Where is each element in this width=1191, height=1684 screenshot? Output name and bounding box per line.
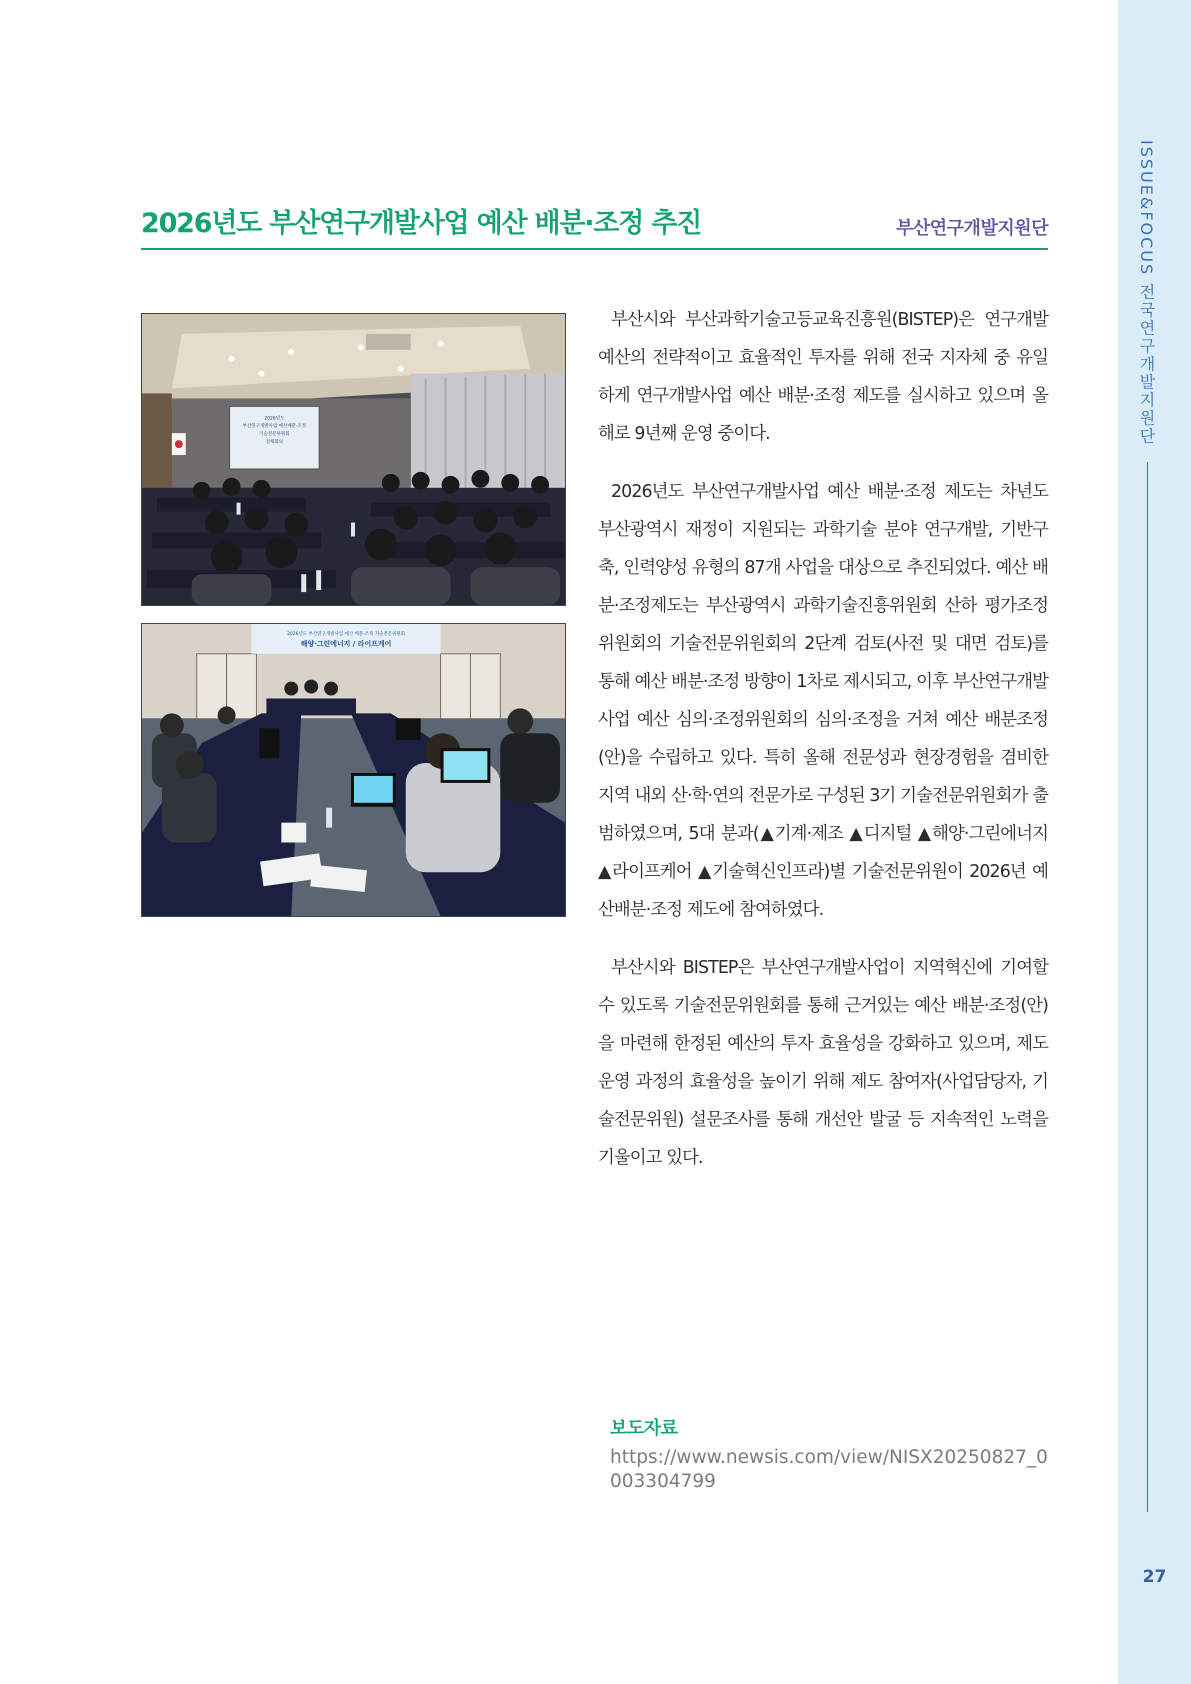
organization-name: 부산연구개발지원단 xyxy=(896,218,1048,239)
meeting-photo-2 xyxy=(141,623,566,917)
article-body xyxy=(598,301,1048,1197)
meeting-photo-1 xyxy=(141,313,566,606)
title-rule xyxy=(141,248,1048,250)
article-paragraph-1: 부산시와 부산과학기술고등교육진흥원(BISTEP)은 연구개발 예산의 전략적이고 효율적인 투자를 위해 전국 지자체 중 유일하게 연구개발사업 예산 배분·조정 제도를 실시하고 있으며 올해로 9년째 운영 중이다. xyxy=(598,310,1048,444)
press-release-label: 보도자료 xyxy=(610,1418,678,1439)
article-title: 2026년도 부산연구개발사업 예산 배분·조정 추진 xyxy=(141,208,702,239)
banner-line-1: 2026년도 부산연구개발사업 예산 배분·조정 기술전문위원회 xyxy=(287,631,405,637)
press-release-link[interactable]: https://www.newsis.com/view/NISX20250827_0003304799 xyxy=(610,1447,1048,1492)
section-label: ISSUE&FOCUS 전국연구개발지원단 xyxy=(1137,140,1156,446)
screen-line-2: 부산연구개발사업 예산배분·조정 xyxy=(242,424,307,430)
article-paragraph-3: 부산시와 BISTEP은 부산연구개발사업이 지역혁신에 기여할 수 있도록 기술전문위원회를 통해 근거있는 예산 배분·조정(안)을 마련해 한정된 예산의 투자 효율성을 강화하고 있으며, 제도 운영 과정의 효율성을 높이기 위해 제도 참여자(사업담당자, 기술전문위원) 설문조사를 통해 개선안 발굴 등 지속적인 노력을 기울이고 있다. xyxy=(598,958,1048,1168)
banner-line-2: 해양·그린에너지 / 라이프케어 xyxy=(300,639,392,648)
page-number: 27 xyxy=(1142,1567,1167,1587)
screen-line-3: 기술전문위원회 xyxy=(259,432,290,438)
screen-line-1: 2026년도 xyxy=(264,416,285,422)
sidebar-divider xyxy=(1147,462,1148,1512)
screen-line-4: 전체회의 xyxy=(265,440,284,446)
article-paragraph-2: 2026년도 부산연구개발사업 예산 배분·조정 제도는 차년도 부산광역시 재정이 지원되는 과학기술 분야 연구개발, 기반구축, 인력양성 유형의 87개 사업을 대상으로 추진되었다. 예산 배분·조정제도는 부산광역시 과학기술진흥위원회 산하 평가조정위원회의 기술전문위원회의 2단계 검토(사전 및 대면 검토)를 통해 예산 배분·조정 방향이 1차로 제시되고, 이후 부산연구개발사업 예산 심의·조정위원회의 심의·조정을 거쳐 예산 배분조정(안)을 수립하고 있다. 특히 올해 전문성과 현장경험을 겸비한 지역 내외 산·학·연의 전문가로 구성된 3기 기술전문위원회가 출범하였으며, 5대 분과(▲기계·제조 ▲디지털 ▲해양·그린에너지 ▲라이프케어 ▲기술혁신인프라)별 기술전문위원이 2026년 예산배분·조정 제도에 참여하였다. xyxy=(598,482,1048,920)
